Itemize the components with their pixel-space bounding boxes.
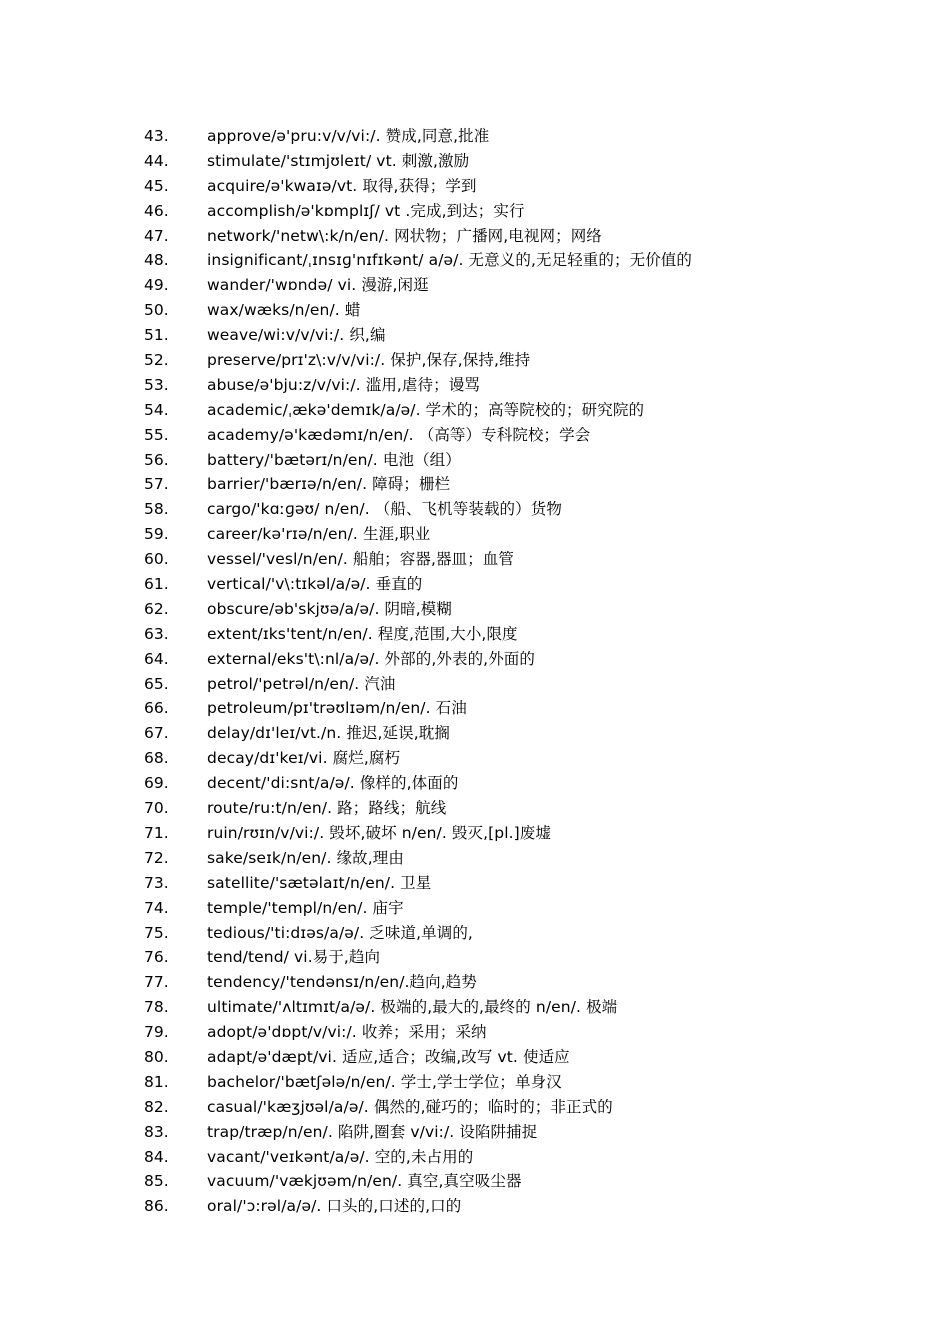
entry-definition: wander/'wɒndə/ vi. 漫游,闲逛 <box>207 276 429 295</box>
vocabulary-entry <box>144 871 864 896</box>
entry-definition: stimulate/'stɪmjʊleɪt/ vt. 刺激,激励 <box>207 151 470 170</box>
entry-definition: temple/'templ/n/en/. 庙宇 <box>207 898 404 917</box>
vocabulary-entry <box>144 821 864 846</box>
entry-number: 50. <box>144 301 169 320</box>
entry-number: 78. <box>144 998 169 1017</box>
entry-number: 47. <box>144 226 169 245</box>
vocabulary-entry <box>144 846 864 871</box>
entry-number: 60. <box>144 550 169 569</box>
vocabulary-entry <box>144 597 864 622</box>
entry-number: 46. <box>144 201 169 220</box>
entry-definition: approve/ə'pru:v/v/vi:/. 赞成,同意,批准 <box>207 127 490 145</box>
entry-number: 51. <box>144 326 169 345</box>
vocabulary-entry <box>144 647 864 672</box>
entry-definition: cargo/'kɑːɡəʊ/ n/en/. （船、飞机等装载的）货物 <box>207 500 562 519</box>
vocabulary-entry <box>144 273 864 298</box>
vocabulary-entry <box>144 248 864 273</box>
vocabulary-entry <box>144 746 864 771</box>
vocabulary-entry <box>144 1020 864 1045</box>
entry-definition: battery/'bætərɪ/n/en/. 电池（组） <box>207 450 461 469</box>
entry-definition: adapt/ə'dæpt/vi. 适应,适合；改编,改写 vt. 使适应 <box>207 1047 570 1066</box>
entry-number: 76. <box>144 948 169 967</box>
entry-definition: extent/ɪks'tent/n/en/. 程度,范围,大小,限度 <box>207 624 518 643</box>
vocabulary-entry <box>144 921 864 946</box>
entry-number: 65. <box>144 674 169 693</box>
entry-number: 74. <box>144 898 169 917</box>
entry-definition: external/eks't\:nl/a/ə/. 外部的,外表的,外面的 <box>207 649 536 668</box>
entry-number: 58. <box>144 500 169 519</box>
entry-definition: tend/tend/ vi.易于,趋向 <box>207 948 381 967</box>
vocabulary-entry <box>144 124 864 149</box>
entry-definition: delay/dɪ'leɪ/vt./n. 推迟,延误,耽搁 <box>207 724 450 743</box>
vocabulary-entry <box>144 970 864 995</box>
entry-definition: accomplish/ə'kɒmplɪʃ/ vt .完成,到达；实行 <box>207 201 525 220</box>
entry-number: 77. <box>144 973 169 992</box>
entry-number: 55. <box>144 425 169 444</box>
entry-number: 66. <box>144 699 169 718</box>
vocabulary-entry <box>144 572 864 597</box>
entry-definition: decent/'di:snt/a/ə/. 像样的,体面的 <box>207 774 459 793</box>
entry-number: 53. <box>144 375 169 394</box>
entry-number: 48. <box>144 251 169 270</box>
vocabulary-entry <box>144 945 864 970</box>
vocabulary-entry <box>144 1120 864 1145</box>
entry-number: 62. <box>144 599 169 618</box>
vocabulary-entry <box>144 1045 864 1070</box>
vocabulary-entry <box>144 1194 864 1219</box>
vocabulary-entry <box>144 1145 864 1170</box>
entry-number: 45. <box>144 176 169 195</box>
entry-number: 54. <box>144 400 169 419</box>
entry-number: 84. <box>144 1147 169 1166</box>
entry-number: 80. <box>144 1047 169 1066</box>
entry-number: 82. <box>144 1097 169 1116</box>
vocabulary-entry <box>144 771 864 796</box>
vocabulary-entry <box>144 149 864 174</box>
vocabulary-entry <box>144 622 864 647</box>
entry-number: 69. <box>144 774 169 793</box>
entry-definition: ruin/rʊɪn/v/vi:/. 毁坏,破坏 n/en/. 毁灭,[pl.]废墟 <box>207 823 552 842</box>
vocabulary-entry <box>144 174 864 199</box>
vocabulary-entry <box>144 298 864 323</box>
entry-definition: satellite/'sætəlaɪt/n/en/. 卫星 <box>207 873 432 892</box>
vocabulary-entry <box>144 1169 864 1194</box>
entry-number: 61. <box>144 575 169 594</box>
entry-definition: adopt/ə'dɒpt/v/vi:/. 收养；采用；采纳 <box>207 1023 487 1042</box>
entry-number: 56. <box>144 450 169 469</box>
entry-number: 72. <box>144 848 169 867</box>
entry-definition: obscure/əb'skjʊə/a/ə/. 阴暗,模糊 <box>207 599 452 618</box>
entry-number: 81. <box>144 1072 169 1091</box>
vocabulary-entry <box>144 672 864 697</box>
entry-definition: vertical/'v\:tɪkəl/a/ə/. 垂直的 <box>207 575 423 594</box>
entry-definition: network/'netw\:k/n/en/. 网状物；广播网,电视网；网络 <box>207 226 602 245</box>
entry-definition: insignificant/ˌɪnsɪɡ'nɪfɪkənt/ a/ə/. 无意义的,无足轻重的；无价值的 <box>207 251 692 270</box>
entry-definition: weave/wi:v/v/vi:/. 织,编 <box>207 326 386 345</box>
vocabulary-entry <box>144 696 864 721</box>
entry-number: 83. <box>144 1122 169 1141</box>
entry-number: 70. <box>144 799 169 818</box>
entry-definition: trap/træp/n/en/. 陷阱,圈套 v/vi:/. 设陷阱捕捉 <box>207 1122 538 1141</box>
entry-definition: casual/'kæʒjʊəl/a/ə/. 偶然的,碰巧的；临时的；非正式的 <box>207 1097 613 1116</box>
entry-number: 67. <box>144 724 169 743</box>
vocabulary-entry <box>144 448 864 473</box>
entry-number: 71. <box>144 823 169 842</box>
entry-number: 43. <box>144 127 169 145</box>
entry-number: 52. <box>144 351 169 370</box>
entry-definition: petroleum/pɪ'trəʊlɪəm/n/en/. 石油 <box>207 699 467 718</box>
vocabulary-entry <box>144 199 864 224</box>
entry-definition: career/kə'rɪə/n/en/. 生涯,职业 <box>207 525 431 544</box>
entry-definition: ultimate/'ʌltɪmɪt/a/ə/. 极端的,最大的,最终的 n/en/. 极端 <box>207 998 618 1017</box>
vocabulary-entry <box>144 323 864 348</box>
vocabulary-entry <box>144 348 864 373</box>
vocabulary-entry <box>144 1070 864 1095</box>
vocabulary-entry <box>144 995 864 1020</box>
vocabulary-entry <box>144 896 864 921</box>
entry-definition: vessel/'vesl/n/en/. 船舶；容器,器皿；血管 <box>207 550 515 569</box>
entry-number: 68. <box>144 749 169 768</box>
entry-definition: abuse/ə'bju:z/v/vi:/. 滥用,虐待；谩骂 <box>207 375 480 394</box>
entry-number: 44. <box>144 151 169 170</box>
vocabulary-entry <box>144 547 864 572</box>
entry-definition: barrier/'bærɪə/n/en/. 障碍；栅栏 <box>207 475 451 494</box>
vocabulary-entry <box>144 224 864 249</box>
entry-definition: route/ru:t/n/en/. 路；路线；航线 <box>207 799 447 818</box>
vocabulary-entry <box>144 721 864 746</box>
entry-definition: wax/wæks/n/en/. 蜡 <box>207 301 361 320</box>
entry-number: 73. <box>144 873 169 892</box>
vocabulary-entry <box>144 373 864 398</box>
entry-definition: oral/'ɔ:rəl/a/ə/. 口头的,口述的,口的 <box>207 1197 462 1216</box>
entry-number: 75. <box>144 923 169 942</box>
entry-number: 85. <box>144 1172 169 1191</box>
vocabulary-entry <box>144 398 864 423</box>
entry-definition: tendency/'tendənsɪ/n/en/.趋向,趋势 <box>207 973 477 992</box>
entry-number: 59. <box>144 525 169 544</box>
vocabulary-list <box>144 124 864 1219</box>
entry-definition: academy/ə'kædəmɪ/n/en/. （高等）专科院校；学会 <box>207 425 591 444</box>
entry-definition: tedious/'ti:dɪəs/a/ə/. 乏味道,单调的, <box>207 923 473 942</box>
entry-definition: bachelor/'bætʃələ/n/en/. 学士,学士学位；单身汉 <box>207 1072 562 1091</box>
entry-definition: vacant/'veɪkənt/a/ə/. 空的,未占用的 <box>207 1147 474 1166</box>
entry-definition: petrol/'petrəl/n/en/. 汽油 <box>207 674 396 693</box>
entry-definition: acquire/ə'kwaɪə/vt. 取得,获得；学到 <box>207 176 477 195</box>
vocabulary-entry <box>144 472 864 497</box>
entry-definition: sake/seɪk/n/en/. 缘故,理由 <box>207 848 404 867</box>
vocabulary-entry <box>144 796 864 821</box>
entry-definition: decay/dɪ'keɪ/vi. 腐烂,腐朽 <box>207 749 401 768</box>
vocabulary-entry <box>144 522 864 547</box>
entry-definition: preserve/prɪ'z\:v/v/vi:/. 保护,保存,保持,维持 <box>207 351 531 370</box>
entry-number: 49. <box>144 276 169 295</box>
vocabulary-entry <box>144 497 864 522</box>
entry-number: 86. <box>144 1197 169 1216</box>
entry-number: 64. <box>144 649 169 668</box>
entry-number: 79. <box>144 1023 169 1042</box>
entry-number: 63. <box>144 624 169 643</box>
vocabulary-entry <box>144 423 864 448</box>
entry-number: 57. <box>144 475 169 494</box>
vocabulary-entry <box>144 1095 864 1120</box>
entry-definition: academic/ˌækə'demɪk/a/ə/. 学术的；高等院校的；研究院的 <box>207 400 645 419</box>
entry-definition: vacuum/'vækjʊəm/n/en/. 真空,真空吸尘器 <box>207 1172 522 1191</box>
